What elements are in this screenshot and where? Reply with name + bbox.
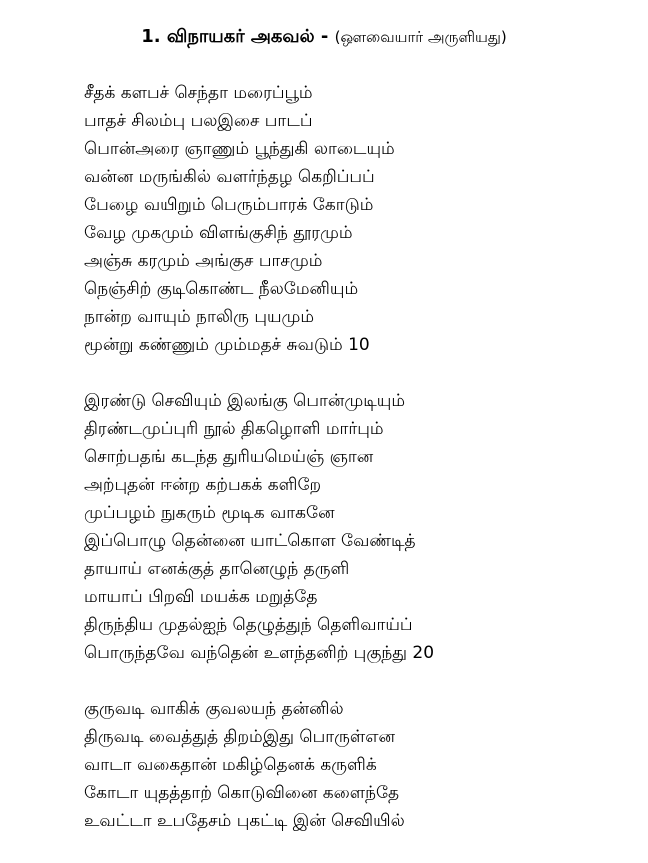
verse-line: திருந்திய முதல்ஐந் தெழுத்துந் தெளிவாய்ப் xyxy=(84,615,413,635)
verse-line: பேழை வயிறும் பெரும்பாரக் கோடும் xyxy=(84,195,374,215)
poem-title-separator: - xyxy=(314,26,335,47)
verse-line: தாயாய் எனக்குத் தானெழுந் தருளி xyxy=(84,559,350,579)
verse-line: அற்புதன் ஈன்ற கற்பகக் களிறே xyxy=(84,475,322,495)
verse-line: பொருந்தவே வந்தென் உளந்தனிற் புகுந்து 20 xyxy=(84,643,435,663)
verse-line: கோடா யுதத்தாற் கொடுவினை களைந்தே xyxy=(84,783,400,803)
stanza-2 xyxy=(84,387,624,667)
verse-line: மாயாப் பிறவி மயக்க மறுத்தே xyxy=(84,587,318,607)
stanza-3 xyxy=(84,695,624,835)
verse-line: முப்பழம் நுகரும் மூடிக வாகனே xyxy=(84,503,335,523)
verse-line: உவட்டா உபதேசம் புகட்டி இன் செவியில் xyxy=(84,811,405,831)
verse-line: குருவடி வாகிக் குவலயந் தன்னில் xyxy=(84,699,344,719)
verse-line: இப்பொழு தென்னை யாட்கொள வேண்டித் xyxy=(84,531,416,551)
verse-line: பாதச் சிலம்பு பலஇசை பாடப் xyxy=(84,111,313,131)
verse-line: வாடா வகைதான் மகிழ்தெனக் கருளிக் xyxy=(84,755,377,775)
verse-line: திருவடி வைத்துத் திறம்இது பொருள்என xyxy=(84,727,396,747)
verse-line: அஞ்சு கரமும் அங்குச பாசமும் xyxy=(84,251,323,271)
verse-line: வேழ முகமும் விளங்குசிந் தூரமும் xyxy=(84,223,353,243)
verse-line: மூன்று கண்ணும் மும்மதச் சுவடும் 10 xyxy=(84,335,370,355)
poem-title-attribution: (ஔவையார் அருளியது) xyxy=(334,28,507,46)
verse-line: திரண்டமுப்புரி நூல் திகழொளி மார்பும் xyxy=(84,419,384,439)
verse-line: நெஞ்சிற் குடிகொண்ட நீலமேனியும் xyxy=(84,279,359,299)
poem-title-main: 1. விநாயகர் அகவல் xyxy=(141,26,315,47)
verse-line: சீதக் களபச் செந்தா மரைப்பூம் xyxy=(84,83,313,103)
verse-line: இரண்டு செவியும் இலங்கு பொன்முடியும் xyxy=(84,391,406,411)
poem-body xyxy=(84,79,624,863)
stanza-1 xyxy=(84,79,624,359)
verse-line: வன்ன மருங்கில் வளர்ந்தழ கெறிப்பப் xyxy=(84,167,375,187)
poem-title xyxy=(0,22,648,52)
verse-line: பொன்அரை ஞாணும் பூந்துகி லாடையும் xyxy=(84,139,395,159)
verse-line: நான்ற வாயும் நாலிரு புயமும் xyxy=(84,307,315,327)
verse-line: சொற்பதங் கடந்த துரியமெய்ஞ் ஞான xyxy=(84,447,374,467)
